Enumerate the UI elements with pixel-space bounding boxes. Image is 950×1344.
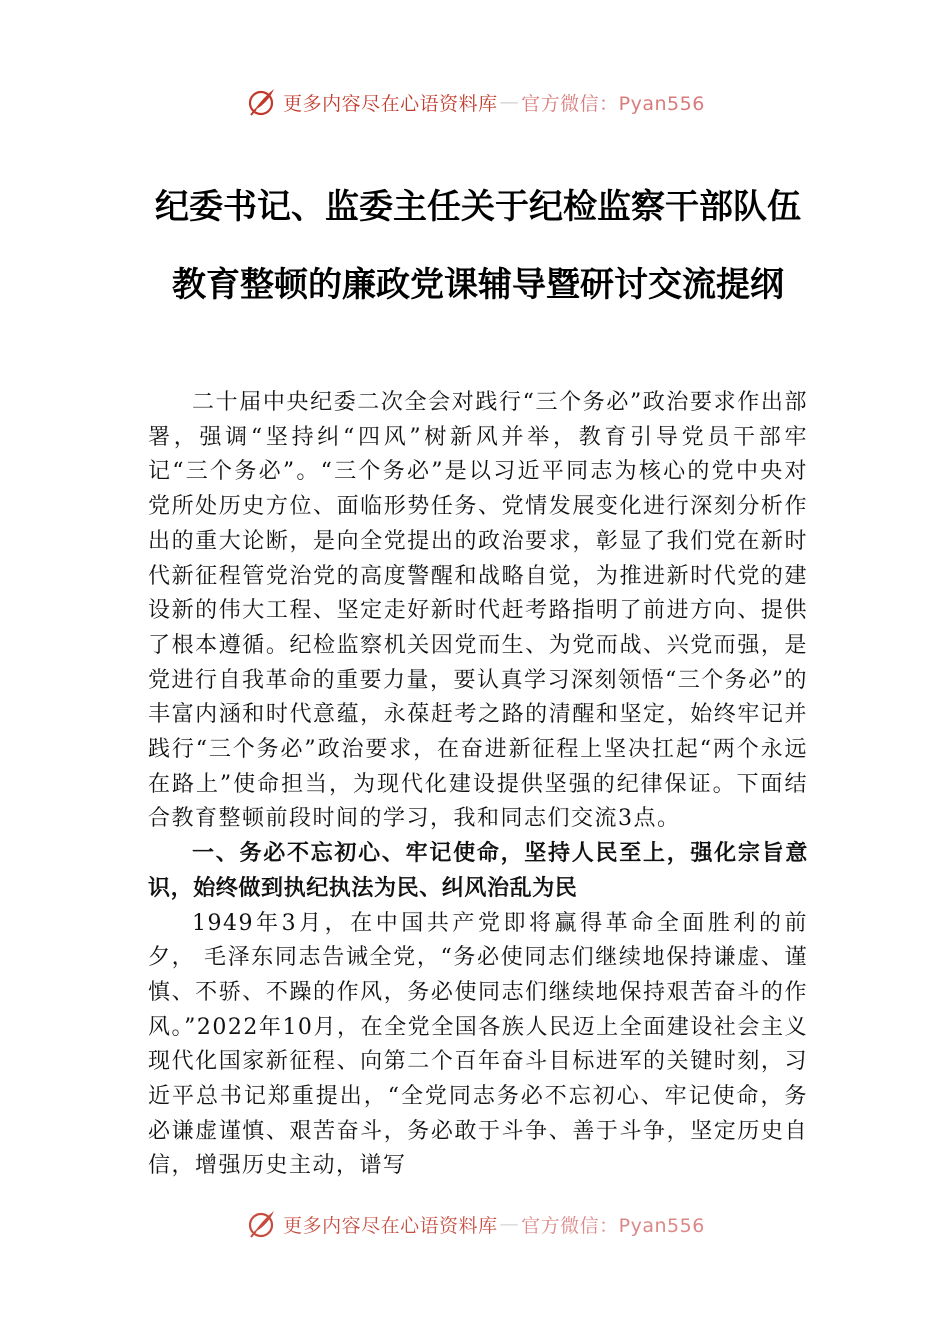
banner-site-text: 更多内容尽在心语资料库 [283,92,498,115]
document-body [148,386,808,1184]
banner-wechat-text: 官方微信：Pyan556 [521,92,705,115]
quill-logo-icon [245,86,277,118]
footer-watermark-banner [0,1206,950,1242]
banner-site-text: 更多内容尽在心语资料库 [283,1214,498,1237]
body-paragraph: 1949年3月，在中国共产党即将赢得革命全面胜利的前夕， 毛泽东同志告诫全党，“务必使同志们继续地保持谦虚、谨慎、不骄、不躁的作风，务必使同志们继续地保持艰苦奋斗的作风。”2022年10月，在全党全国各族人民迈上全面建设社会主义现代化国家新征程、向第二个百年奋斗目标进军的关键时刻，习近平总书记郑重提出，“全党同志务必不忘初心、牢记使命，务必谦虚谨慎、艰苦奋斗，务必敢于斗争、善于斗争，坚定历史自信，增强历史主动，谱写 [148,910,808,1179]
banner-separator: — [499,1213,520,1235]
document-title: 纪委书记、监委主任关于纪检监察干部队伍教育整顿的廉政党课辅导暨研讨交流提纲 [155,187,801,305]
quill-logo-icon [245,1208,277,1240]
banner-wechat-text: 官方微信：Pyan556 [521,1214,705,1237]
banner-separator: — [499,91,520,113]
intro-paragraph: 二十届中央纪委二次全会对践行“三个务必”政治要求作出部署，强调“坚持纠“四风”树新风并举，教育引导党员干部牢记“三个务必”。“三个务必”是以习近平同志为核心的党中央对党所处历史方位、面临形势任务、党情发展变化进行深刻分析作出的重大论断，是向全党提出的政治要求，彰显了我们党在新时代新征程管党治党的高度警醒和战略自觉，为推进新时代党的建设新的伟大工程、坚定走好新时代赶考路指明了前进方向、提供了根本遵循。纪检监察机关因党而生、为党而战、兴党而强，是党进行自我革命的重要力量，要认真学习深刻领悟“三个务必”的丰富内涵和时代意蕴，永葆赶考之路的清醒和坚定，始终牢记并践行“三个务必”政治要求，在奋进新征程上坚决扛起“两个永远在路上”使命担当，为现代化建设提供坚强的纪律保证。下面结合教育整顿前段时间的学习，我和同志们交流3点。 [148,390,808,832]
header-watermark-banner [0,84,950,120]
section-heading-1: 一、务必不忘初心、牢记使命，坚持人民至上，强化宗旨意识，始终做到执纪执法为民、纠风治乱为民 [148,841,808,901]
